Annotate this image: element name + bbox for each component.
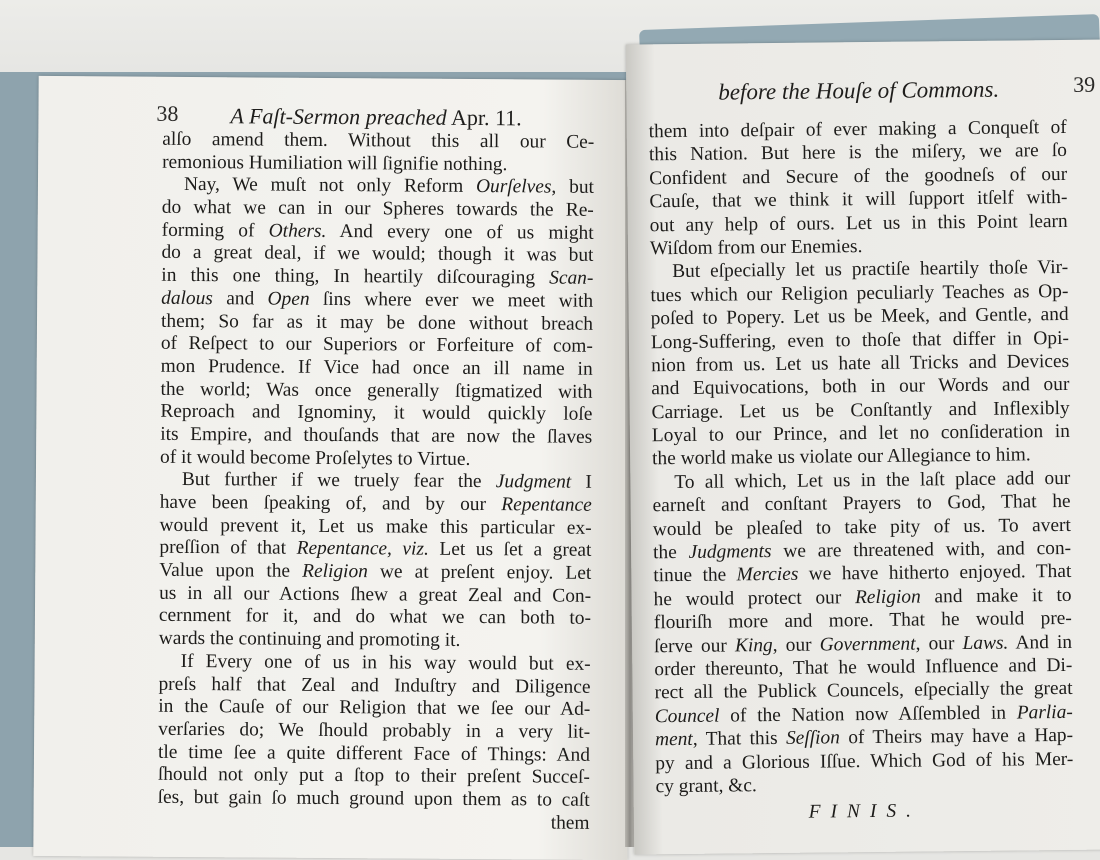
text: in this one thing, In heartily diſcouraging	[161, 264, 550, 289]
text: ſins where ever we meet with	[309, 288, 594, 312]
text: ſhould not only put a ſtop to their preſent Succeſ-	[157, 764, 590, 789]
text-line	[159, 583, 591, 609]
text-column	[157, 129, 594, 835]
text-line	[159, 560, 591, 586]
text: verſaries do; We ſhould probably in a very lit-	[158, 718, 591, 743]
italic-text: Judgments	[688, 541, 772, 563]
text: poſed to Popery. Let us be Meek, and Gentle, and	[650, 304, 1069, 330]
text: its Empire, and thouſands that are now the ſlaves	[160, 423, 593, 448]
text-line	[162, 197, 594, 223]
italic-text: Government	[819, 633, 916, 656]
italic-text: Religion	[302, 560, 368, 583]
running-head-date: Apr. 11.	[450, 104, 522, 131]
text-line	[162, 174, 594, 200]
text: of Theirs may have a Hap-	[839, 725, 1074, 749]
text-line	[655, 771, 1073, 799]
text: , but	[551, 176, 595, 199]
text: we at preſent enjoy. Let	[367, 561, 592, 584]
text-column	[649, 116, 1074, 826]
page-number: 38	[156, 100, 179, 126]
text: ſes, but gain ſo much ground upon them as to caſt	[157, 786, 590, 811]
text: and Equivocations, both in our Words and our	[651, 374, 1070, 400]
text: nion from us. Let us hate all Tricks and Devices	[651, 350, 1070, 377]
italic-text: Open	[267, 288, 310, 310]
text-line	[160, 424, 592, 450]
text: cy grant, &c.	[655, 775, 757, 798]
italic-text: ment	[654, 729, 693, 751]
text: and	[212, 287, 268, 310]
text-line	[160, 401, 592, 427]
text-line	[655, 747, 1073, 775]
italic-text: Mercies	[736, 564, 799, 586]
text: But eſpecially let us practiſe heartily thoſe Vir-	[672, 257, 1069, 283]
italic-text: dalous	[161, 287, 213, 309]
text-line	[158, 719, 590, 745]
text: Carriage. Let us be Conſtantly and Inflexibly	[651, 397, 1070, 423]
text-line	[159, 651, 591, 677]
text: in the Cauſe of our Religion that we ſee our Ad-	[158, 695, 591, 720]
text: have been ſpeaking of, and by our	[159, 491, 502, 516]
text: Wiſdom from our Enemies.	[649, 236, 863, 260]
text: rect all the Publick Councels, eſpecially the great	[654, 678, 1073, 704]
text: would prevent it, Let us make this particular ex-	[159, 514, 592, 539]
text: remonious Humiliation will ſignifie nothing.	[162, 151, 508, 175]
text-line	[160, 446, 592, 472]
text: tinue the	[653, 564, 737, 587]
italic-text: Others.	[268, 220, 327, 242]
text: preſſion of that	[159, 537, 297, 560]
text: flouriſh more and more. That he would pre-	[653, 608, 1072, 634]
text: the world; Was once generally ſtigmatized with	[160, 378, 593, 403]
text: Let us ſet a great	[428, 539, 592, 562]
text: of Reſpect to our Superiors or Forfeiture of com-	[160, 332, 593, 357]
text: do what we can in our Spheres towards the Re-	[161, 196, 594, 221]
text-line	[160, 492, 592, 518]
running-head-title: A Faſt-Sermon preached	[230, 103, 447, 130]
italic-text: Ourſelves	[476, 176, 552, 198]
text-line	[158, 741, 590, 767]
text-line	[161, 310, 593, 336]
italic-text: Religion	[854, 586, 921, 608]
text: them; So far as it may be done without breach	[160, 310, 594, 335]
text: Reproach and Ignominy, it would quickly loſe	[160, 401, 593, 426]
text: Value upon the	[159, 559, 303, 582]
running-head	[230, 103, 521, 131]
text-line	[650, 209, 1068, 237]
text: Loyal to our Prince, and let no conſideration in	[651, 420, 1070, 447]
text: To all which, Let us in the laſt place add our	[674, 467, 1071, 493]
text: , That this	[692, 728, 787, 751]
catchword: them	[550, 812, 590, 834]
running-head-title: before the Houſe of Commons.	[718, 76, 1000, 105]
text: Cauſe, that we think it will ſupport itſelf with-	[649, 187, 1068, 213]
finis-mark: FINIS.	[808, 800, 922, 823]
italic-text: Judgment	[495, 471, 572, 493]
text: If Every one of us in his way would but ex-	[180, 650, 591, 675]
left-page	[33, 76, 632, 860]
text: And every one of us might	[326, 220, 594, 244]
text: , our	[915, 632, 963, 655]
text: wards the continuing and promoting it.	[158, 627, 461, 652]
italic-text: Parlia-	[1016, 701, 1073, 724]
text: the world make us violate our Allegiance to him.	[652, 444, 1031, 470]
italic-text: Councel	[654, 705, 720, 728]
text: , our	[772, 634, 820, 656]
text: of the Nation now Aſſembled in	[719, 702, 1017, 727]
text-line	[161, 356, 593, 382]
text-line	[158, 787, 590, 813]
text: py and a Glorious Iſſue. Which God of his Mer-	[655, 748, 1074, 774]
right-page	[626, 40, 1100, 855]
text-line	[161, 242, 593, 268]
italic-text: Repentance	[501, 494, 592, 516]
text-line	[162, 151, 594, 177]
text: us in all our Actions ſhew a great Zeal and Con-	[159, 582, 592, 607]
text: preſs half that Zeal and Induſtry and Diligence	[158, 673, 591, 698]
text-line	[162, 129, 594, 155]
text-line	[160, 514, 592, 540]
text: would be pleaſed to take pity of us. To avert	[652, 514, 1071, 540]
italic-text: Repentance, viz.	[296, 538, 429, 561]
text: he would protect our	[653, 586, 856, 611]
text: forming of	[161, 219, 269, 242]
text: Nay, We muſt not only Reform	[183, 174, 477, 198]
text: tues which our Religion peculiarly Teaches as Op-	[650, 280, 1069, 307]
text: the	[652, 541, 689, 564]
italic-text: Laws.	[962, 632, 1009, 654]
text-line	[161, 333, 593, 359]
text: and make it to	[920, 584, 1072, 608]
text: we have hitherto enjoyed. That	[798, 561, 1072, 586]
text-line	[161, 265, 593, 291]
text-line	[160, 469, 592, 495]
text: But further if we truely fear the	[181, 469, 496, 493]
text-line	[159, 537, 591, 563]
italic-text: King	[734, 634, 773, 657]
text-line	[162, 220, 594, 246]
text: ſerve our	[653, 635, 736, 657]
text: earneſt and conſtant Prayers to God, That he	[652, 491, 1071, 517]
text-line	[158, 764, 590, 790]
text: this Nation. But here is the miſery, we are ſo	[648, 140, 1068, 166]
text: tle time ſee a quite different Face of Things: And	[157, 741, 591, 766]
text: them into deſpair of ever making a Conqueſt of	[648, 116, 1067, 143]
text-line	[160, 378, 592, 404]
text-line	[159, 628, 591, 654]
page-number: 39	[1073, 71, 1096, 97]
text-line	[158, 673, 590, 699]
text: we are threatened with, and con-	[771, 537, 1072, 563]
running-head	[718, 77, 999, 106]
text-line	[159, 605, 591, 631]
text-line	[158, 696, 590, 722]
text: out any help of ours. Let us in this Point learn	[649, 210, 1068, 236]
text: order thereunto, That he would Influence and Di-	[654, 654, 1073, 681]
text: cernment for it, and do what we can both to-	[158, 605, 592, 630]
text: do a great deal, if we would; though it was but	[161, 242, 594, 267]
text: alſo amend them. Without this all our Ce-	[162, 128, 595, 153]
text: Confident and Secure of the goodneſs of our	[649, 163, 1068, 190]
text: mon Prudence. If Vice had once an ill name in	[160, 355, 593, 380]
text: And in	[1008, 631, 1073, 654]
text: Long-Suffering, even to thoſe that differ in Opi-	[650, 327, 1069, 353]
text: of it would become Proſelytes to Virtue.	[159, 446, 471, 470]
text: I	[571, 471, 592, 494]
italic-text: Seſſion	[785, 727, 840, 750]
italic-text: Scan-	[549, 267, 594, 289]
text-line	[161, 288, 593, 314]
